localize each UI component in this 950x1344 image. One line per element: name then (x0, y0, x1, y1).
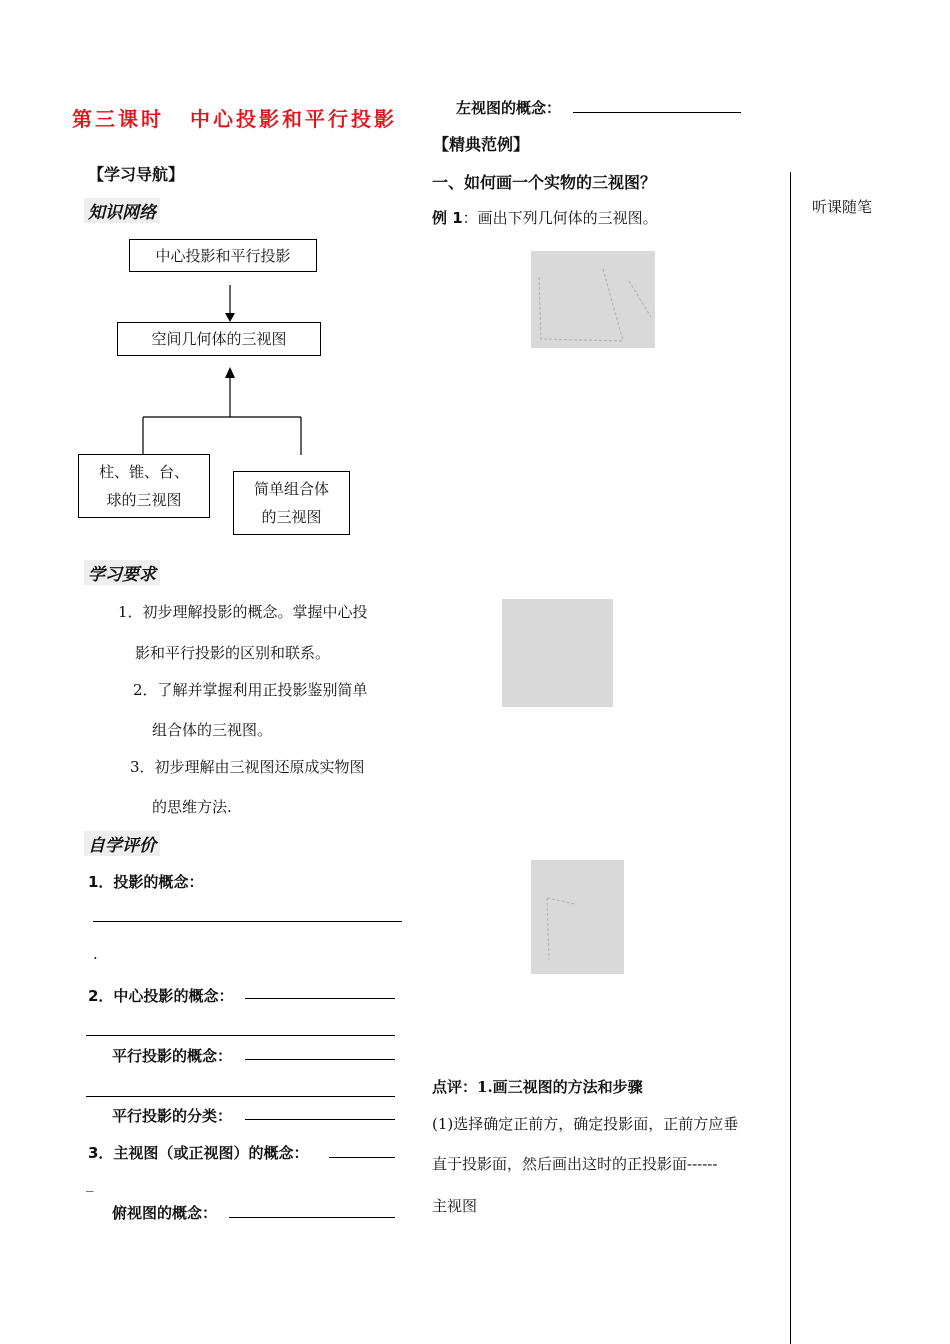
requirement-2-line2: 组合体的三视图。 (152, 721, 273, 739)
diagram-box-solids-line2: 球的三视图 (106, 491, 182, 509)
q2b-label: 平行投影的概念： (112, 1047, 233, 1065)
figure-solid-2 (502, 599, 613, 707)
q2c-answer-line (245, 1119, 395, 1120)
q3-label: 3．主视图（或正视图）的概念： (88, 1144, 309, 1162)
q1-label: 1．投影的概念： (88, 873, 204, 891)
network-heading: 知识网络 (84, 198, 160, 223)
requirement-1-line1: 1．初步理解投影的概念。掌握中心投 (118, 603, 368, 621)
diagram-box-three-views: 空间几何体的三视图 (117, 322, 321, 356)
q3b-answer-line (229, 1217, 395, 1218)
diagram-box-solids (78, 454, 210, 518)
requirement-2-line1: 2．了解并掌握利用正投影鉴别简单 (133, 681, 368, 699)
q2b-answer-line (245, 1059, 395, 1060)
comment-title: 1.画三视图的方法和步骤 (477, 1078, 643, 1096)
margin-notes-label: 听课随笔 (812, 198, 873, 216)
q2c-label: 平行投影的分类： (112, 1107, 233, 1125)
figure-solid-1-sketch (531, 251, 655, 348)
example-1 (432, 207, 658, 228)
comment (432, 1076, 643, 1097)
comment-line-3: 主视图 (432, 1197, 478, 1215)
requirements-heading: 学习要求 (84, 560, 160, 585)
q3b-label: 俯视图的概念： (112, 1204, 218, 1222)
left-view-label: 左视图的概念： (456, 99, 562, 117)
q2b-answer-line-2 (86, 1096, 395, 1097)
q3-dash: _ (86, 1174, 94, 1192)
figure-solid-3-sketch (531, 860, 624, 974)
margin-divider (790, 172, 791, 1344)
title-part2: 中心投影和平行投影 (190, 107, 397, 131)
comment-line-1: (1)选择确定正前方，确定投影面，正前方应垂 (432, 1115, 739, 1133)
figure-solid-3 (531, 860, 624, 974)
diagram-box-solids-line1: 柱、锥、台、 (98, 463, 189, 481)
q2-label: 2．中心投影的概念： (88, 987, 234, 1005)
q1-answer-line (93, 921, 402, 922)
examples-heading: 【精典范例】 (433, 135, 530, 154)
diagram-connectors (0, 0, 420, 560)
q3-answer-line (329, 1157, 395, 1158)
requirement-3-line1: 3．初步理解由三视图还原成实物图 (130, 758, 365, 776)
left-view-answer-line (573, 112, 741, 113)
example-1-text: ：画出下列几何体的三视图。 (462, 209, 658, 227)
q2-answer-line-2 (86, 1035, 395, 1036)
self-eval-heading: 自学评价 (84, 831, 160, 856)
diagram-box-projection: 中心投影和平行投影 (129, 239, 317, 272)
comment-label: 点评： (432, 1078, 478, 1096)
requirement-3-line2: 的思维方法. (152, 798, 232, 816)
diagram-box-composites-line1: 简单组合体 (253, 480, 329, 498)
section-1-heading: 一、如何画一个实物的三视图？ (432, 173, 657, 192)
figure-solid-1 (531, 251, 655, 348)
diagram-box-composites (233, 471, 350, 535)
comment-line-2: 直于投影面，然后画出这时的正投影面------ (432, 1155, 718, 1173)
q2-answer-line (245, 998, 395, 999)
example-1-label: 例 1 (432, 209, 463, 227)
diagram-box-composites-line2: 的三视图 (261, 508, 322, 526)
q1-dot: . (93, 945, 98, 963)
nav-heading: 【学习导航】 (88, 165, 185, 184)
title-part1: 第三课时 (72, 107, 164, 131)
requirement-1-line2: 影和平行投影的区别和联系。 (135, 644, 331, 662)
